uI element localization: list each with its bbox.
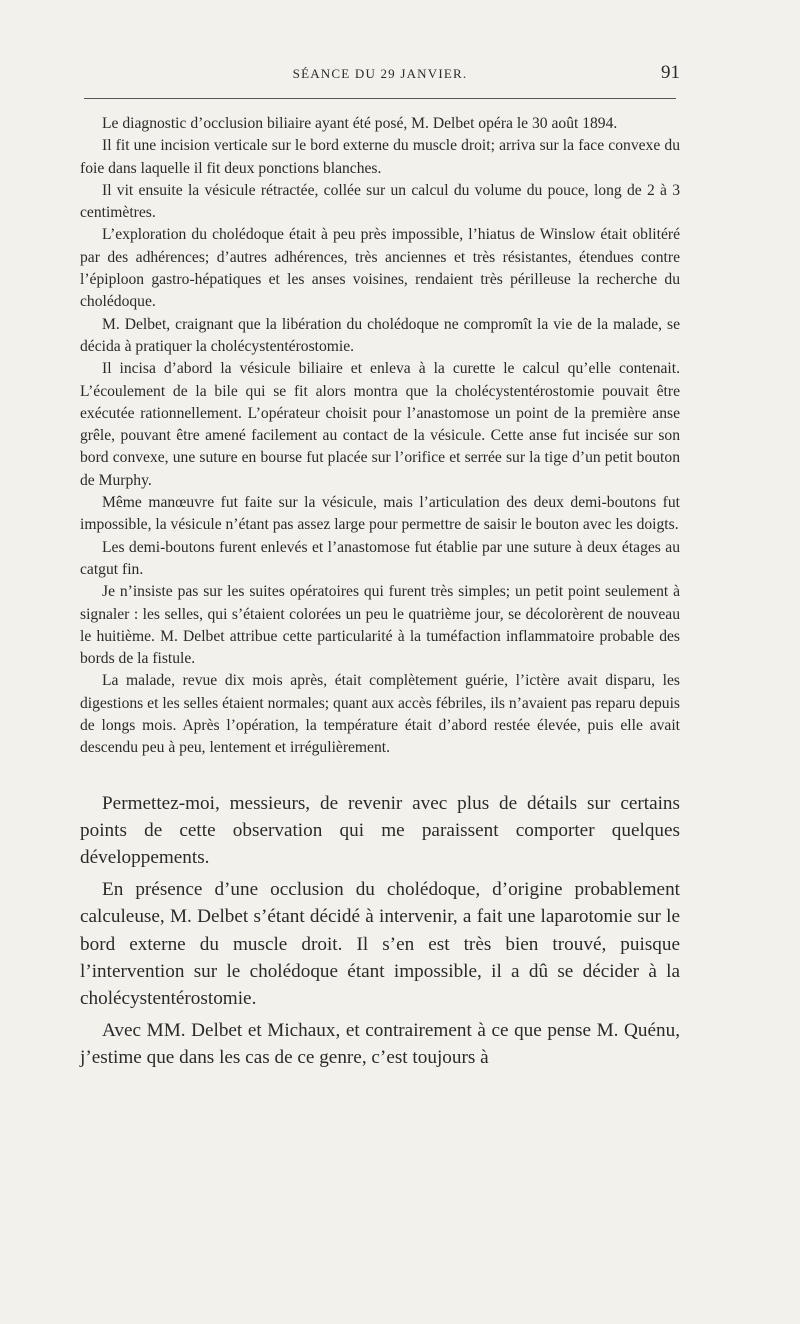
- discussion-text: [80, 790, 680, 1072]
- case-report-text: [80, 113, 680, 760]
- page-header: [80, 62, 680, 86]
- paragraph: Avec MM. Delbet et Michaux, et contrairement à ce que pense M. Quénu, j’estime que dans les cas de ce genre, c’est toujours à: [80, 1020, 680, 1069]
- paragraph: Je n’insiste pas sur les suites opératoires qui furent très simples; un petit point seulement à signaler : les selles, qui s’étaient colorées un peu le quatrième jour, se décolorèrent de nouveau le huitième. M. Delbet attribue cette particularité à la tuméfaction inflammatoire probable des bords de la fistule.: [80, 583, 680, 668]
- paragraph: Il incisa d’abord la vésicule biliaire et enleva à la curette le calcul qu’elle contenait. L’écoulement de la bile qui se fit alors montra que la cholécystentérostomie pouvait être exécutée rationnellement. L’opérateur choisit pour l’anastomose un point de la première anse grêle, pouvant être amené facilement au contact de la vésicule. Cette anse fut incisée sur son bord convexe, une suture en bourse fut placée sur l’orifice et serrée sur la tige d’un petit bouton de Murphy.: [80, 360, 680, 489]
- paragraph: En présence d’une occlusion du cholédoque, d’origine probablement calculeuse, M. Delbet s’étant décidé à intervenir, a fait une laparotomie sur le bord externe du muscle droit. Il s’en est très bien trouvé, puisque l’intervention sur le cholédoque étant impossible, il a dû se décider à la cholécystentérostomie.: [80, 879, 680, 1010]
- paragraph: Le diagnostic d’occlusion biliaire ayant été posé, M. Delbet opéra le 30 août 1894.: [102, 115, 618, 132]
- paragraph: La malade, revue dix mois après, était complètement guérie, l’ictère avait disparu, les digestions et les selles étaient normales; quant aux accès fébriles, ils n’avaient pas reparu depuis de longs mois. Après l’opération, la température était d’abord restée élevée, puis elle avait descendu peu à peu, lentement et irrégulièrement.: [80, 672, 680, 757]
- document-page: [80, 62, 680, 1077]
- page-number: 91: [661, 62, 680, 83]
- paragraph: Il vit ensuite la vésicule rétractée, collée sur un calcul du volume du pouce, long de 2 à 3 centimètres.: [80, 181, 680, 222]
- paragraph: Il fit une incision verticale sur le bord externe du muscle droit; arriva sur la face convexe du foie dans laquelle il fit deux ponctions blanches.: [80, 137, 680, 177]
- paragraph: Même manœuvre fut faite sur la vésicule, mais l’articulation des deux demi-boutons fut impossible, la vésicule n’étant pas assez large pour permettre de saisir le bouton avec les doigts.: [80, 494, 680, 534]
- paragraph: Permettez-moi, messieurs, de revenir avec plus de détails sur certains points de cette observation qui me paraissent comporter quelques développements.: [80, 792, 680, 869]
- header-rule: [84, 98, 676, 99]
- paragraph: L’exploration du cholédoque était à peu près impossible, l’hiatus de Winslow était oblitéré par des adhérences; d’autres adhérences, très anciennes et très résistantes, étendues contre l’épiploon gastro-hépatiques et les anses voisines, rendaient très périlleuse la recherche du cholédoque.: [80, 226, 680, 311]
- paragraph: M. Delbet, craignant que la libération du cholédoque ne compromît la vie de la malade, se décida à pratiquer la cholécystentérostomie.: [80, 315, 680, 355]
- paragraph: Les demi-boutons furent enlevés et l’anastomose fut établie par une suture à deux étages au catgut fin.: [80, 538, 680, 578]
- running-title: SÉANCE DU 29 JANVIER.: [292, 66, 468, 81]
